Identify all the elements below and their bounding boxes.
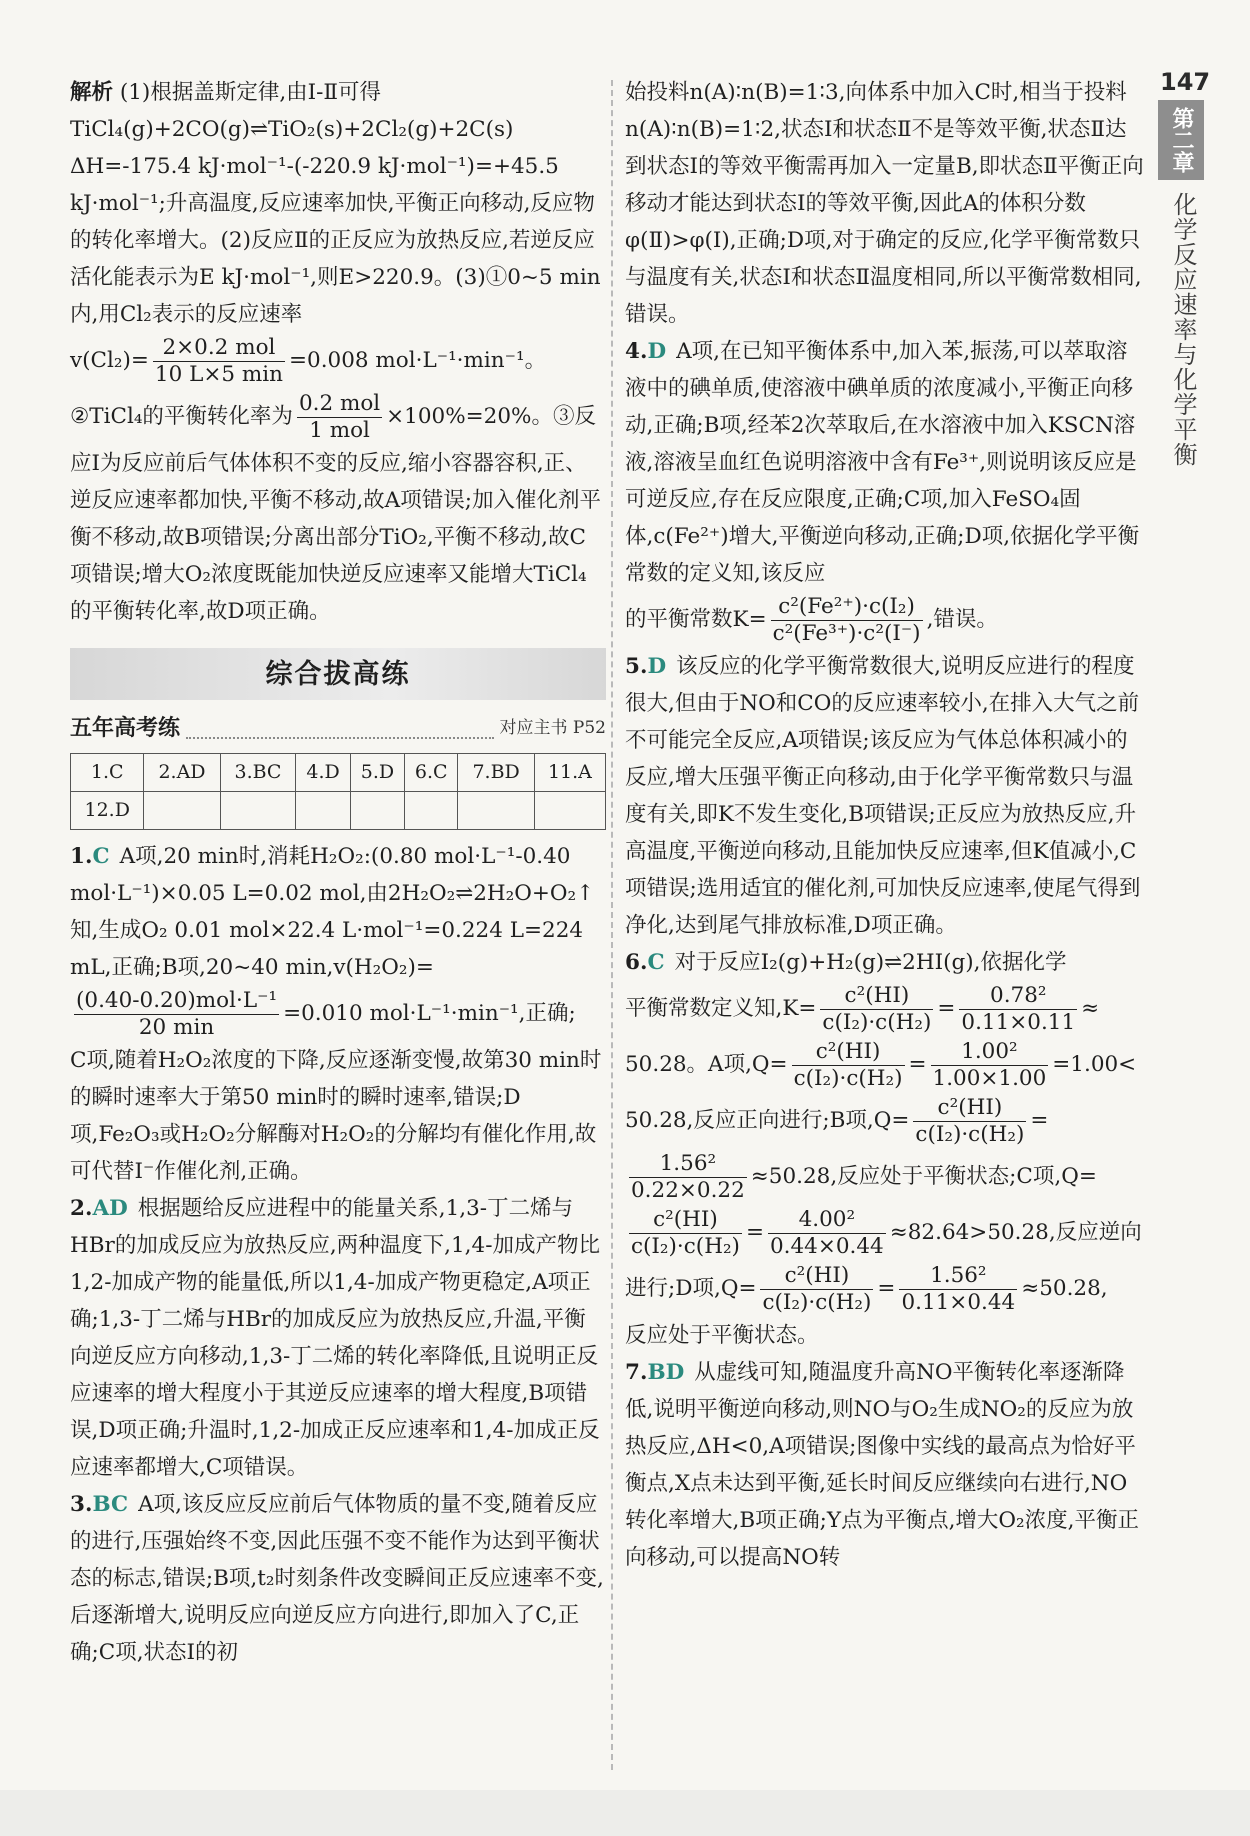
q1-text-2: C项,随着H₂O₂浓度的下降,反应逐渐变慢,故第30 min时的瞬时速率大于第50 min时的瞬时速率,错误;D项,Fe₂O₃或H₂O₂分解酶对H₂O₂的分解均有催化作用,故可代替I⁻作催化剂,正确。	[70, 1048, 602, 1184]
q6-l6-right: ≈50.28,	[1021, 1276, 1108, 1301]
equation-conversion	[70, 389, 606, 445]
q6-l6-f1-den: c(I₂)·c(H₂)	[762, 1289, 872, 1315]
chapter-title: 化学反应速率与化学平衡	[1169, 192, 1197, 467]
q6-l6-f2-den: 0.11×0.44	[901, 1289, 1016, 1315]
left-column	[70, 74, 606, 1671]
q1-answer: C	[92, 844, 110, 869]
q6-text: 对于反应I₂(g)+H₂(g)⇌2HI(g),依据化学	[674, 950, 1067, 975]
q6-l2-frac1	[792, 1039, 905, 1092]
q4-eq-num: c²(Fe²⁺)·c(I₂)	[771, 594, 923, 621]
eq1-num: 2×0.2 mol	[153, 335, 285, 362]
q6-l6-frac1	[760, 1263, 873, 1316]
answer-cell	[144, 792, 220, 830]
question-7	[625, 1354, 1145, 1576]
answer-cell: 4.D	[296, 754, 350, 792]
question-5	[625, 648, 1145, 944]
q6-l1-left: 平衡常数定义知,K=	[625, 996, 817, 1021]
q6-line-1: 平衡常数定义知,K= $\frac{\text{c²(HI)}}{\text{c(I₂)·c(H₂)}}$ = $\frac{\text{0.78²}}{0.11\times 0.11}$ ≈	[625, 982, 1100, 1035]
q1-eq-right: =0.010 mol·L⁻¹·min⁻¹,正确;	[283, 1001, 576, 1026]
q6-l1-f2-den: 0.11×0.11	[961, 1009, 1076, 1035]
q6-l1-frac1	[820, 983, 933, 1036]
eq2-left: ②TiCl₄的平衡转化率为	[70, 404, 293, 429]
eq1-den: 10 L×5 min	[154, 361, 283, 387]
q4-eq-den: c²(Fe³⁺)·c²(I⁻)	[772, 620, 921, 646]
q6-l5-f2-num: 4.00²	[768, 1207, 886, 1234]
q6-line-3	[625, 1093, 1145, 1149]
q6-l5-f1-num: c²(HI)	[629, 1207, 742, 1234]
answer-cell: 11.A	[534, 754, 605, 792]
question-2	[70, 1190, 606, 1486]
q6-line-2: 50.28。A项,Q= $\frac{\text{c²(HI)}}{\text{c(I₂)·c(H₂)}}$ = $\frac{\text{1.00²}}{1.00\times 1.00}$ =1.00<	[625, 1038, 1137, 1091]
answer-cell	[534, 792, 605, 830]
analysis-label: 解析	[70, 80, 114, 105]
column-divider	[611, 80, 613, 1770]
q6-l6-frac2	[899, 1263, 1017, 1316]
q3-text: A项,该反应反应前后气体物质的量不变,随着反应的进行,压强始终不变,因此压强不变不能作为达到平衡状态的标志,错误;B项,t₂时刻条件改变瞬间正反应速率不变,后逐渐增大,说明反应向逆反应方向进行,即加入了C,正确;C项,状态Ⅰ的初	[70, 1492, 604, 1665]
question-4	[625, 333, 1145, 592]
q6-l2-right: =1.00<	[1052, 1052, 1137, 1077]
q5-number: 5.	[625, 654, 648, 679]
eq1-right: =0.008 mol·L⁻¹·min⁻¹。	[289, 348, 547, 373]
answer-cell: 12.D	[71, 792, 144, 830]
q2-answer: AD	[92, 1196, 128, 1221]
q2-number: 2.	[70, 1196, 93, 1221]
q3-continued: 始投料n(A)∶n(B)=1∶3,向体系中加入C时,相当于投料n(A)∶n(B)=1∶2,状态Ⅰ和状态Ⅱ不是等效平衡,状态Ⅱ达到状态Ⅰ的等效平衡需再加入一定量B,即状态Ⅱ平衡正向移动才能达到状态Ⅰ的等效平衡,因此A的体积分数φ(Ⅱ)>φ(Ⅰ),正确;D项,对于确定的反应,化学平衡常数只与温度有关,状态Ⅰ和状态Ⅱ温度相同,所以平衡常数相同,错误。	[625, 80, 1144, 327]
q6-l2-frac2	[931, 1039, 1049, 1092]
eq1-fraction	[153, 335, 285, 388]
analysis-paragraph	[70, 74, 606, 333]
q6-l2-f1-num: c²(HI)	[792, 1039, 905, 1066]
q6-l4-right: ≈50.28,反应处于平衡状态;C项,Q=	[750, 1164, 1097, 1189]
q6-l5-frac1	[629, 1207, 742, 1260]
answer-cell: 3.BC	[220, 754, 296, 792]
eq2-num: 0.2 mol	[298, 390, 381, 416]
analysis-paragraph-2: 应Ⅰ为反应前后气体体积不变的反应,缩小容器容积,正、逆反应速率都加快,平衡不移动,故A项错误;加入催化剂平衡不移动,故B项错误;分离出部分TiO₂,平衡不移动,故C项错误;增大O₂浓度既能加快逆反应速率又能增大TiCl₄的平衡转化率,故D项正确。	[70, 451, 601, 624]
page-bottom-margin	[0, 1790, 1250, 1836]
q6-l2-f2-den: 1.00×1.00	[932, 1065, 1047, 1091]
q1-fraction	[74, 988, 279, 1041]
q6-l1-f2-num: 0.78²	[959, 983, 1077, 1010]
q5-text: 该反应的化学平衡常数很大,说明反应进行的程度很大,但由于NO和CO的反应速率较小,在排入大气之前不可能完全反应,A项错误;该反应为气体总体积减小的反应,增大压强平衡正向移动,由于化学平衡常数只与温度有关,即K不发生变化,B项错误;正反应为放热反应,升高温度,平衡逆向移动,且能加快反应速率,但K值减小,C项错误;选用适宜的催化剂,可加快反应速率,使尾气得到净化,达到尾气排放标准,D项正确。	[625, 654, 1141, 938]
answer-cell: 6.C	[405, 754, 458, 792]
q6-answer: C	[647, 950, 665, 975]
q6-l5-frac2	[768, 1207, 886, 1260]
q6-l3-right: =	[1030, 1108, 1049, 1133]
q6-line-5: $\frac{\text{c²(HI)}}{\text{c(I₂)·c(H₂)}}$ = $\frac{\text{4.00²}}{0.44\times 0.44}$ ≈82.64>50.28,反应逆向	[631, 1206, 1142, 1259]
q6-l2-f1-den: c(I₂)·c(H₂)	[793, 1065, 903, 1091]
q6-l1-f1-num: c²(HI)	[820, 983, 933, 1010]
q4-eq-left: 的平衡常数K=	[625, 607, 767, 632]
q6-l1-f1-den: c(I₂)·c(H₂)	[822, 1009, 932, 1035]
q6-l1-right: ≈	[1081, 996, 1100, 1021]
eq2-fraction	[297, 391, 382, 444]
q6-l5-f2-den: 0.44×0.44	[769, 1233, 884, 1259]
q7-answer: BD	[647, 1360, 685, 1385]
q4-answer: D	[647, 339, 667, 364]
q2-text: 根据题给反应进程中的能量关系,1,3-丁二烯与HBr的加成反应为放热反应,两种温度下,1,4-加成产物比1,2-加成产物的能量低,所以1,4-加成产物更稳定,A项正确;1,3-丁二烯与HBr的加成反应为放热反应,升温,平衡向逆反应方向移动,1,3-丁二烯的转化率降低,且说明正反应速率的增大程度小于其逆反应速率的增大程度,B项错误,D项正确;升温时,1,2-加成正反应速率和1,4-加成正反应速率都增大,C项错误。	[70, 1196, 600, 1480]
q6-number: 6.	[625, 950, 648, 975]
q1-eq-num: (0.40-0.20)mol·L⁻¹	[76, 987, 278, 1013]
chapter-tab: 第二章	[1158, 100, 1204, 180]
eq2-den: 1 mol	[309, 417, 370, 443]
q7-number: 7.	[625, 1360, 648, 1385]
q6-l4-f-num: 1.56²	[629, 1151, 747, 1178]
q6-l3-frac1	[913, 1095, 1026, 1148]
analysis-text: (1)根据盖斯定律,由Ⅰ-Ⅱ可得TiCl₄(g)+2CO(g)⇌TiO₂(s)+2Cl₂(g)+2C(s) ΔH=-175.4 kJ·mol⁻¹-(-220.9 kJ·mol⁻¹)=+45.5 kJ·mol⁻¹;升高温度,反应速率加快,平衡正向移动,反应物的转化率增大。(2)反应Ⅱ的正反应为放热反应,若逆反应活化能表示为E kJ·mol⁻¹,则E>220.9。(3)①0~5 min内,用Cl₂表示的反应速率	[70, 80, 601, 327]
answer-cell: 5.D	[350, 754, 404, 792]
q6-l6-left: 进行;D项,Q=	[625, 1276, 757, 1301]
q6-l3-left: 50.28,反应正向进行;B项,Q=	[625, 1108, 910, 1133]
q6-line-6: 进行;D项,Q= $\frac{\text{c²(HI)}}{\text{c(I₂)·c(H₂)}}$ = $\frac{\text{1.56²}}{0.11\times 0.44}$ ≈50.28,	[625, 1262, 1108, 1315]
answer-cell: 7.BD	[458, 754, 534, 792]
answer-cell	[458, 792, 534, 830]
answer-cell: 1.C	[71, 754, 144, 792]
q6-l5-right: ≈82.64>50.28,反应逆向	[889, 1220, 1142, 1245]
q4-number: 4.	[625, 339, 648, 364]
subsection-title: 五年高考练	[70, 716, 181, 741]
q6-l3-f1-num: c²(HI)	[913, 1095, 1026, 1122]
q6-end: 反应处于平衡状态。	[625, 1323, 819, 1348]
q6-l6-f1-num: c²(HI)	[760, 1263, 873, 1290]
q1-number: 1.	[70, 844, 93, 869]
answer-cell: 2.AD	[144, 754, 220, 792]
q4-fraction	[771, 594, 923, 647]
q6-l2-f2-num: 1.00²	[931, 1039, 1049, 1066]
q4-eq-right: ,错误。	[926, 607, 998, 632]
eq2-right: ×100%=20%。③反	[386, 404, 596, 429]
q1-eq-den: 20 min	[138, 1014, 215, 1040]
answer-cell	[220, 792, 296, 830]
answer-table	[70, 753, 606, 830]
answer-cell	[405, 792, 458, 830]
section-title: 综合拔高练	[70, 648, 606, 700]
q5-answer: D	[647, 654, 667, 679]
answer-row	[71, 754, 606, 792]
q6-l2-left: 50.28。A项,Q=	[625, 1052, 788, 1077]
answer-cell	[350, 792, 404, 830]
q6-line-4	[625, 1149, 1145, 1205]
question-1	[70, 838, 606, 986]
q4-text: A项,在已知平衡体系中,加入苯,振荡,可以萃取溶液中的碘单质,使溶液中碘单质的浓度减小,平衡正向移动,正确;B项,经苯2次萃取后,在水溶液中加入KSCN溶液,溶液呈血红色说明溶液中含有Fe³⁺,则说明该反应是可逆反应,存在反应限度,正确;C项,加入FeSO₄固体,c(Fe²⁺)增大,平衡逆向移动,正确;D项,依据化学平衡常数的定义知,该反应	[625, 339, 1140, 586]
page-number: 147	[1160, 68, 1211, 96]
eq1-left: v(Cl₂)=	[70, 348, 149, 373]
subsection-reference: 对应主书 P52	[499, 718, 606, 738]
q6-l1-frac2	[959, 983, 1077, 1036]
q6-l3-f1-den: c(I₂)·c(H₂)	[915, 1121, 1025, 1147]
answer-cell	[296, 792, 350, 830]
q7-text: 从虚线可知,随温度升高NO平衡转化率逐渐降低,说明平衡逆向移动,则NO与O₂生成NO₂的反应为放热反应,ΔH<0,A项错误;图像中实线的最高点为恰好平衡点,X点未达到平衡,延长时间反应继续向右进行,NO转化率增大,B项正确;Y点为平衡点,增大O₂浓度,平衡正向移动,可以提高NO转	[625, 1360, 1139, 1570]
subsection-header	[70, 710, 606, 747]
q6-l4-frac	[629, 1151, 747, 1204]
q6-l5-f1-den: c(I₂)·c(H₂)	[631, 1233, 740, 1259]
q3-number: 3.	[70, 1492, 93, 1517]
q1-text: A项,20 min时,消耗H₂O₂:(0.80 mol·L⁻¹-0.40 mol·L⁻¹)×0.05 L=0.02 mol,由2H₂O₂⇌2H₂O+O₂↑知,生成O₂ 0.01 mol×22.4 L·mol⁻¹=0.224 L=224 mL,正确;B项,20~40 min,v(H₂O₂)=	[70, 844, 595, 980]
q4-equation	[625, 592, 1145, 648]
dotted-leader	[186, 737, 494, 739]
q3-answer: BC	[92, 1492, 129, 1517]
q6-l6-f2-num: 1.56²	[899, 1263, 1017, 1290]
right-column	[625, 74, 1145, 1576]
q6-l4-f-den: 0.22×0.22	[631, 1177, 745, 1203]
question-6	[625, 944, 1145, 981]
q1-equation	[70, 986, 606, 1042]
equation-rate	[70, 333, 606, 389]
answer-row	[71, 792, 606, 830]
question-3	[70, 1486, 606, 1671]
